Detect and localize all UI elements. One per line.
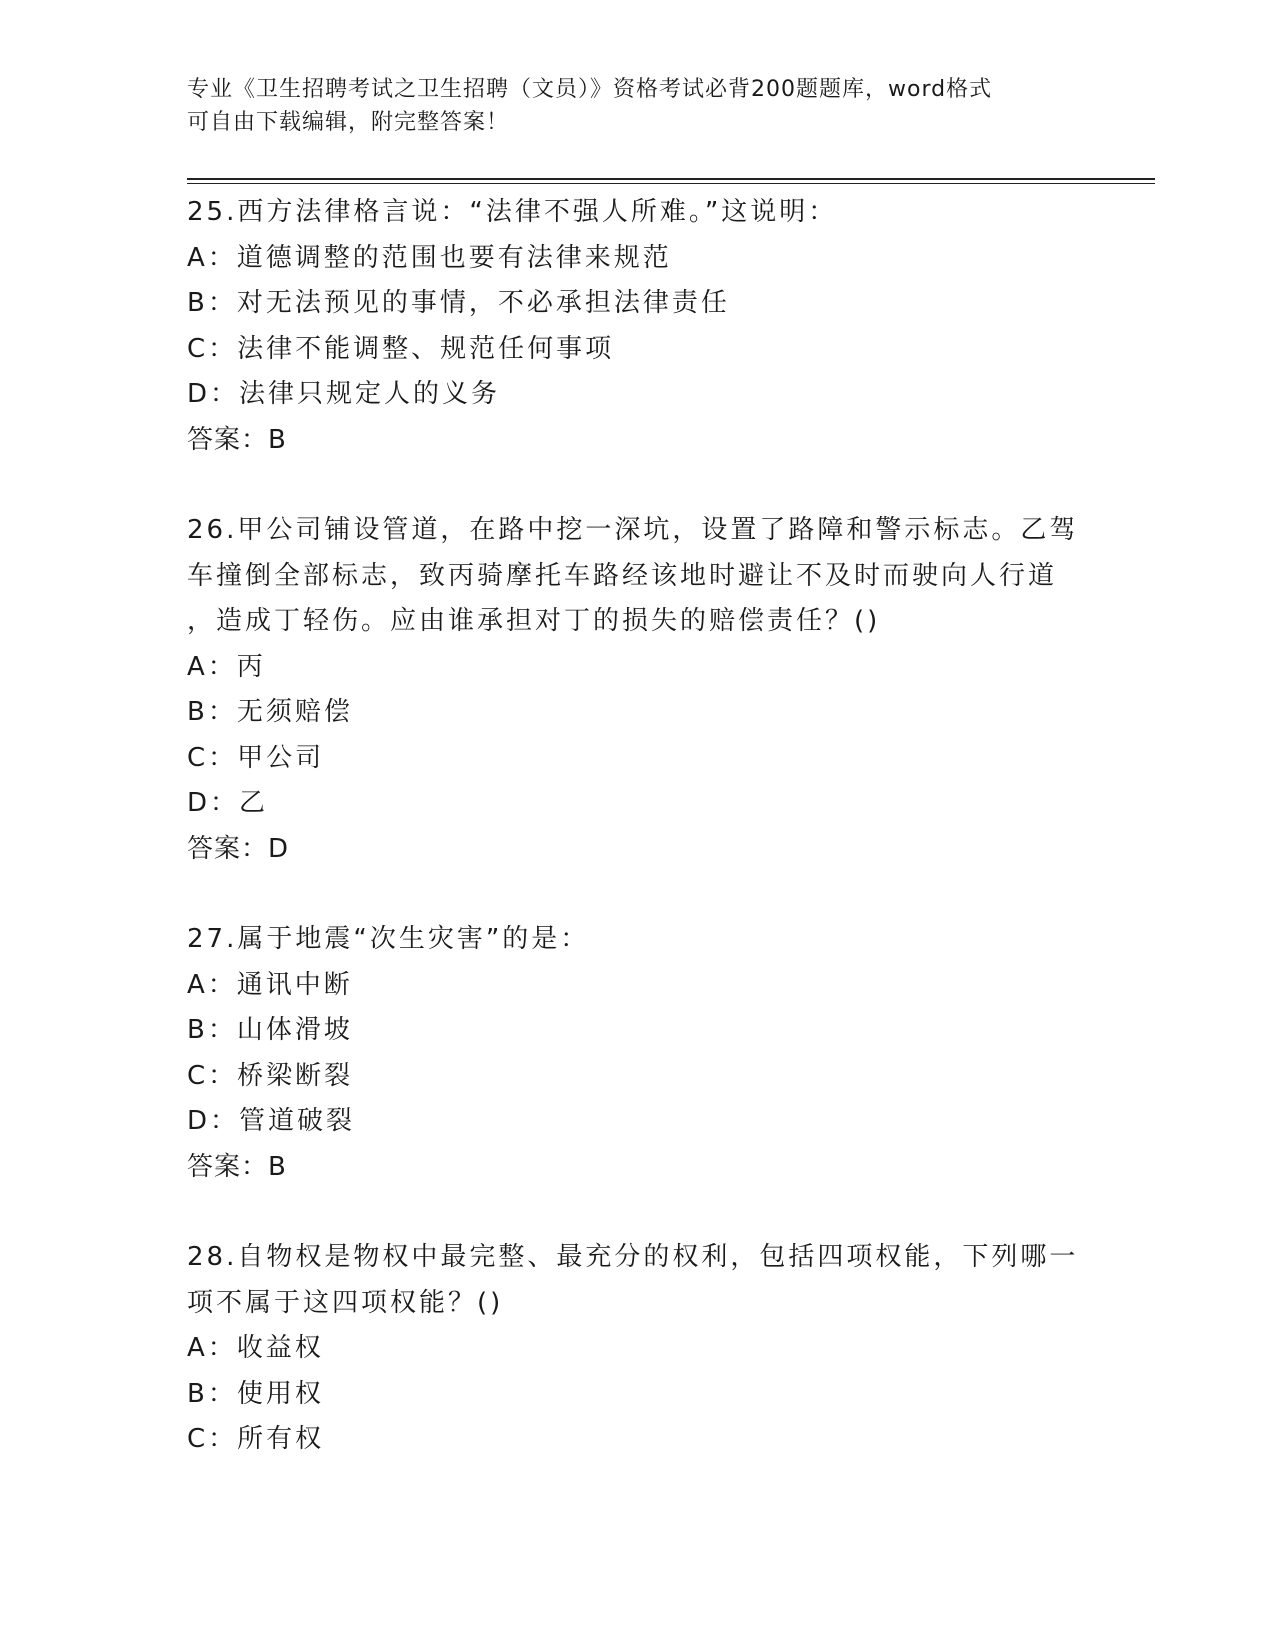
- option-c: C：桥梁断裂: [187, 1060, 354, 1091]
- question-stem: 车撞倒全部标志，致丙骑摩托车路经该地时避让不及时而驶向人行道: [187, 560, 1058, 591]
- option-c: C：甲公司: [187, 742, 325, 773]
- option-d: D：乙: [187, 788, 269, 818]
- question-27: [187, 917, 1087, 1190]
- question-stem: 项不属于这四项权能？(): [187, 1287, 504, 1318]
- option-c: C：法律不能调整、规范任何事项: [187, 333, 615, 364]
- document-header: [187, 73, 1087, 139]
- header-line-2: 可自由下载编辑，附完整答案！: [187, 110, 510, 135]
- question-stem: 27.属于地震“次生灾害”的是：: [187, 924, 590, 954]
- option-d: D：法律只规定人的义务: [187, 379, 501, 409]
- option-b: B：山体滑坡: [187, 1015, 353, 1045]
- question-28: [187, 1235, 1087, 1463]
- header-divider-thin: [187, 183, 1155, 184]
- question-stem: ，造成丁轻伤。应由谁承担对丁的损失的赔偿责任？(): [187, 606, 881, 636]
- option-a: A：通讯中断: [187, 969, 353, 1000]
- question-stem: 28.自物权是物权中最完整、最充分的权利，包括四项权能，下列哪一: [187, 1242, 1079, 1272]
- answer: 答案：B: [187, 1151, 287, 1182]
- option-b: B：对无法预见的事情，不必承担法律责任: [187, 288, 730, 318]
- header-line-1: 专业《卫生招聘考试之卫生招聘（文员）》资格考试必背200题题库，word格式: [187, 77, 993, 102]
- option-d: D：管道破裂: [187, 1106, 356, 1136]
- question-stem: 26.甲公司铺设管道，在路中挖一深坑，设置了路障和警示标志。乙驾: [187, 515, 1079, 545]
- question-26: [187, 508, 1087, 872]
- option-b: B：无须赔偿: [187, 697, 353, 727]
- option-a: A：道德调整的范围也要有法律来规范: [187, 242, 672, 273]
- answer: 答案：D: [187, 833, 290, 864]
- question-stem: 25.西方法律格言说：“法律不强人所难。”这说明：: [187, 197, 838, 227]
- option-a: A：收益权: [187, 1333, 324, 1363]
- header-divider-thick: [187, 178, 1155, 180]
- question-list: [187, 190, 1087, 1508]
- answer: 答案：B: [187, 424, 287, 455]
- option-a: A：丙: [187, 651, 266, 682]
- option-b: B：使用权: [187, 1378, 324, 1409]
- option-c: C：所有权: [187, 1424, 325, 1454]
- question-25: [187, 190, 1087, 463]
